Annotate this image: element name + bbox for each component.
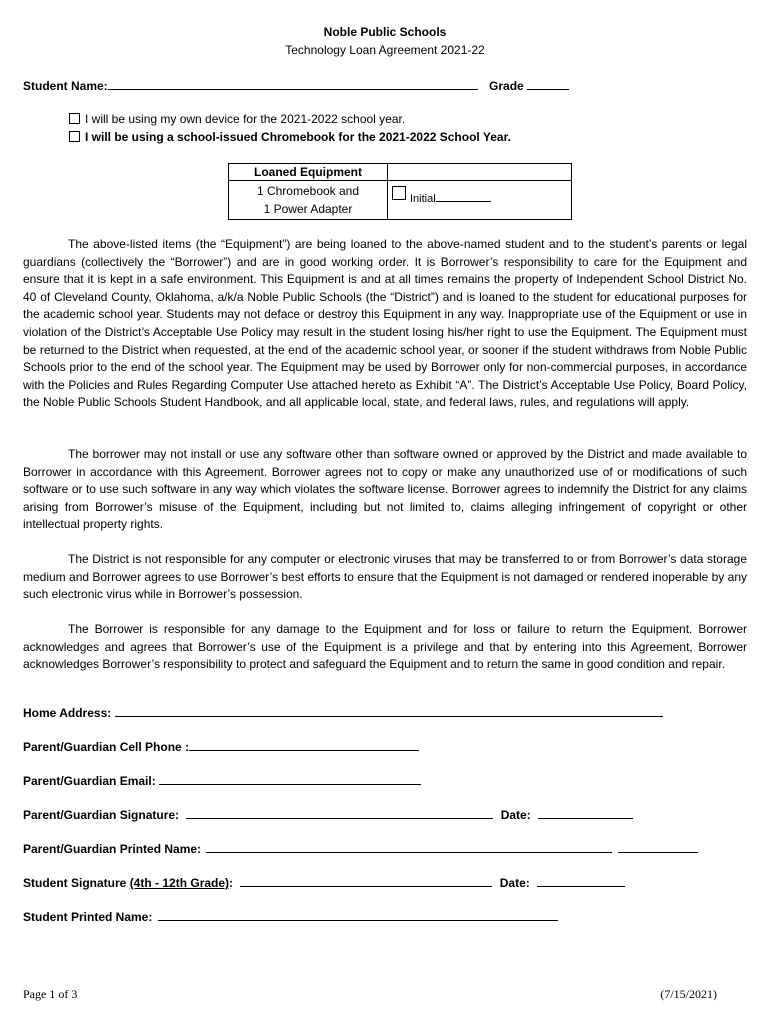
table-header-empty bbox=[388, 164, 572, 181]
student-signature-row: Student Signature (4th - 12th Grade): Date: bbox=[23, 875, 625, 890]
initial-checkbox[interactable] bbox=[392, 186, 406, 200]
guardian-printed-name-blank[interactable] bbox=[206, 841, 612, 853]
initial-cell bbox=[388, 181, 572, 220]
device-option-own bbox=[69, 112, 405, 126]
guardian-signature-label: Parent/Guardian Signature: bbox=[23, 808, 180, 822]
equipment-items bbox=[229, 181, 388, 220]
own-device-checkbox[interactable] bbox=[69, 113, 80, 124]
chromebook-label: I will be using a school-issued Chromebook for the 2021-2022 School Year. bbox=[85, 130, 511, 144]
equipment-item: 1 Power Adapter bbox=[263, 202, 353, 216]
guardian-date-label: Date: bbox=[500, 808, 531, 822]
grade-label: Grade bbox=[489, 79, 524, 93]
initial-blank[interactable] bbox=[436, 192, 491, 202]
guardian-signature-blank[interactable] bbox=[186, 807, 493, 819]
guardian-date-blank[interactable] bbox=[538, 807, 633, 819]
paragraph-software: The borrower may not install or use any software other than software owned or approved by the District and made available to Borrower in accordance with this Agreement. Borrower agrees not to copy or make any unauthorized use of or modifications of such software or to use such software in any way which violates the software license. Borrower agrees to indemnify the District for any claims arising from Borrower’s misuse of the Equipment, including but not limited to, claims alleging infringement of copyright or other intellectual property rights. bbox=[23, 447, 747, 532]
school-name: Noble Public Schools bbox=[323, 25, 447, 39]
page-number: Page 1 of 3 bbox=[23, 987, 78, 1001]
paragraph-viruses: The District is not responsible for any computer or electronic viruses that may be transferred to or from Borrower’s data storage medium and Borrower agrees to use Borrower’s best efforts to ensure that the Equipment is not damaged or rendered inoperable by any such electronic virus while in Borrower’s possession. bbox=[23, 552, 747, 602]
student-printed-name-blank[interactable] bbox=[158, 909, 558, 921]
cell-phone-row bbox=[23, 739, 419, 754]
document-title: Technology Loan Agreement 2021-22 bbox=[285, 43, 485, 57]
equipment-item: 1 Chromebook and bbox=[256, 184, 360, 198]
student-printed-name-row bbox=[23, 909, 558, 924]
email-blank[interactable] bbox=[159, 773, 421, 785]
cell-phone-blank[interactable] bbox=[189, 739, 419, 751]
student-printed-name-label: Student Printed Name: bbox=[23, 910, 153, 924]
student-date-blank[interactable] bbox=[537, 875, 625, 887]
student-signature-grades: (4th - 12th Grade) bbox=[129, 876, 230, 890]
home-address-label: Home Address: bbox=[23, 706, 112, 720]
guardian-printed-name-extra-blank[interactable] bbox=[618, 841, 698, 853]
student-signature-blank[interactable] bbox=[240, 875, 492, 887]
guardian-printed-name-row bbox=[23, 841, 698, 856]
initial-text: Initial bbox=[410, 193, 436, 205]
student-name-row bbox=[23, 78, 569, 93]
student-name-label: Student Name: bbox=[23, 79, 108, 93]
guardian-printed-name-label: Parent/Guardian Printed Name: bbox=[23, 842, 202, 856]
guardian-signature-row bbox=[23, 807, 633, 822]
initial-label bbox=[410, 192, 491, 205]
grade-blank[interactable] bbox=[527, 78, 569, 90]
paragraph-responsibility: The Borrower is responsible for any damage to the Equipment and for loss or failure to return the Equipment. Borrower acknowledges and agrees that Borrower’s use of the Equipment is a privilege and that by entering into this Agreement, Borrower acknowledges Borrower’s responsibility to protect and safeguard the Equipment and to return the same in good condition and repair. bbox=[23, 622, 747, 672]
email-row bbox=[23, 773, 421, 788]
email-label: Parent/Guardian Email: bbox=[23, 774, 156, 788]
student-name-blank[interactable] bbox=[108, 78, 478, 90]
student-signature-label: Student Signature bbox=[23, 876, 127, 890]
chromebook-checkbox[interactable] bbox=[69, 131, 80, 142]
home-address-blank[interactable] bbox=[115, 705, 663, 717]
loaned-equipment-table bbox=[228, 163, 572, 220]
loaned-equipment-header: Loaned Equipment bbox=[229, 164, 388, 181]
device-option-chromebook bbox=[69, 130, 511, 144]
own-device-label: I will be using my own device for the 2021-2022 school year. bbox=[85, 112, 406, 126]
home-address-row bbox=[23, 705, 663, 720]
cell-phone-label: Parent/Guardian Cell Phone : bbox=[23, 740, 190, 754]
paragraph-equipment-loan: The above-listed items (the “Equipment”) are being loaned to the above-named student and to the student’s parents or legal guardians (collectively the “Borrower”) and are in good working order. It is Borrower’s responsibility to care for the Equipment and ensure that it is kept in a safe environment. This Equipment is and at all times remains the property of Independent School District No. 40 of Cleveland County, Oklahoma, a/k/a Noble Public Schools (the “District”) and is loaned to the student for educational purposes for the academic school year. Students may not deface or destroy this Equipment in any way. Inappropriate use of the Equipment or use in violation of the District’s Acceptable Use Policy may result in the student losing his/her right to use the Equipment. The Equipment must be returned to the District when requested, at the end of the academic school year, or sooner if the student withdraws from Noble Public Schools prior to the end of the school year. The Equipment may be used by Borrower only for non-commercial purposes, in accordance with the Policies and Rules Regarding Computer Use attached hereto as Exhibit “A”. The District’s Acceptable Use Policy, Board Policy, the Noble Public Schools Student Handbook, and all applicable local, state, and federal laws, rules, and regulations will apply. bbox=[23, 237, 747, 410]
student-date-label: Date: bbox=[499, 876, 530, 890]
revision-date: (7/15/2021) bbox=[660, 987, 717, 1001]
